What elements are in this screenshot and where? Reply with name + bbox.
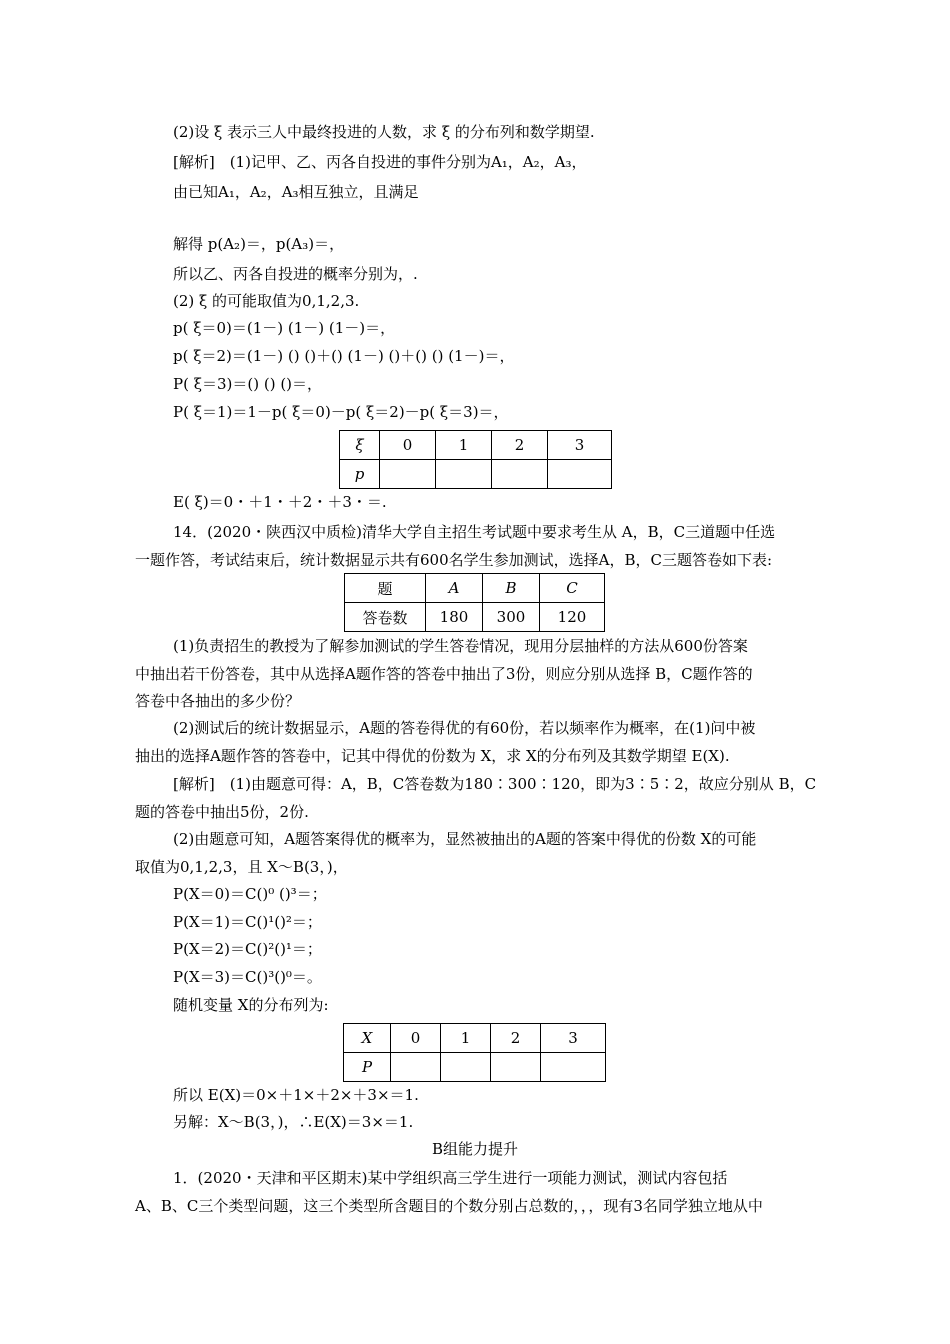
table-cell: 120 xyxy=(540,603,605,632)
solution-line: 取值为0,1,2,3，且 X～B(3，)， xyxy=(135,858,348,876)
question-part-2: 抽出的选择A题作答的答卷中，记其中得优的份数为 X，求 X的分布列及其数学期望 E(X). xyxy=(135,747,730,765)
solution-line: 由已知A₁，A₂，A₃相互独立，且满足 xyxy=(173,183,419,201)
table-cell: 0 xyxy=(391,1024,441,1053)
table-cell: 答卷数 xyxy=(345,603,426,632)
answer-count-table xyxy=(344,573,605,632)
table-cell: 2 xyxy=(491,1024,541,1053)
table-cell xyxy=(541,1053,606,1082)
table-cell: 题 xyxy=(345,574,426,603)
solution-line: [解析] (1)记甲、乙、丙各自投进的事件分别为A₁，A₂，A₃， xyxy=(173,153,587,171)
table-cell: 180 xyxy=(426,603,483,632)
table-cell: p xyxy=(340,460,380,489)
probability-line: P(X＝2)＝C()²()¹＝； xyxy=(173,940,322,958)
table-row xyxy=(345,603,605,632)
table-row xyxy=(344,1024,606,1053)
table-row xyxy=(340,431,612,460)
question-14-line: 一题作答，考试结束后，统计数据显示共有600名学生参加测试，选择A，B，C三题答卷如下表: xyxy=(135,551,773,569)
table-cell: 300 xyxy=(483,603,540,632)
question-part-1: 答卷中各抽出的多少份？ xyxy=(135,692,301,710)
distribution-table-xi xyxy=(339,430,612,489)
table-cell xyxy=(492,460,548,489)
expectation-line: 所以 E(X)＝0×＋1×＋2×＋3×＝1. xyxy=(173,1086,419,1104)
question-14-line: 14．(2020・陕西汉中质检)清华大学自主招生考试题中要求考生从 A，B，C三道题中任选 xyxy=(173,523,776,541)
table-cell xyxy=(436,460,492,489)
table-row xyxy=(340,460,612,489)
solution-line: 所以乙、丙各自投进的概率分别为，. xyxy=(173,265,418,283)
probability-line: P(X＝1)＝C()¹()²＝； xyxy=(173,913,322,931)
question-b1-line: A、B、C三个类型问题，这三个类型所含题目的个数分别占总数的，，，现有3名同学独立地从中 xyxy=(135,1197,763,1215)
section-heading: B组能力提升 xyxy=(431,1140,519,1158)
table-cell: A xyxy=(426,574,483,603)
solution-line: 题的答卷中抽出5份，2份. xyxy=(135,803,309,821)
table-cell: 1 xyxy=(436,431,492,460)
probability-line: P( ξ＝3)＝() () ()＝， xyxy=(173,375,323,393)
solution-line: (2)由题意可知，A题答案得优的概率为，显然被抽出的A题的答案中得优的份数 X的可能 xyxy=(173,830,757,848)
probability-line: p( ξ＝0)＝(1－) (1－) (1－)＝， xyxy=(173,319,396,337)
table-row xyxy=(344,1053,606,1082)
distribution-table-x xyxy=(343,1023,606,1082)
question-part-1: (1)负责招生的教授为了解参加测试的学生答卷情况，现用分层抽样的方法从600份答案 xyxy=(173,637,748,655)
table-cell: P xyxy=(344,1053,391,1082)
table-cell xyxy=(441,1053,491,1082)
table-row xyxy=(345,574,605,603)
probability-line: p( ξ＝2)＝(1－) () ()＋() (1－) ()＋() () (1－)＝， xyxy=(173,347,515,365)
table-cell xyxy=(380,460,436,489)
table-cell: ξ xyxy=(340,431,380,460)
table-cell xyxy=(491,1053,541,1082)
solution-line: (2) ξ 的可能取值为0,1,2,3. xyxy=(173,292,360,310)
expectation-line: E( ξ)＝0・＋1・＋2・＋3・＝. xyxy=(173,493,387,511)
table-cell: B xyxy=(483,574,540,603)
distribution-intro: 随机变量 X的分布列为: xyxy=(173,996,329,1014)
probability-line: P( ξ＝1)＝1－p( ξ＝0)－p( ξ＝2)－p( ξ＝3)＝， xyxy=(173,403,509,421)
solution-line: [解析] (1)由题意可得：A，B，C答卷数为180∶300∶120，即为3∶5∶2，故应分别从 B，C xyxy=(173,775,817,793)
table-cell: X xyxy=(344,1024,391,1053)
table-cell: C xyxy=(540,574,605,603)
table-cell: 1 xyxy=(441,1024,491,1053)
question-part-1: 中抽出若干份答卷，其中从选择A题作答的答卷中抽出了3份，则应分别从选择 B，C题作答的 xyxy=(135,665,753,683)
table-cell xyxy=(548,460,612,489)
solution-line: 解得 p(A₂)＝，p(A₃)＝， xyxy=(173,235,345,253)
probability-line: P(X＝3)＝C()³()⁰＝。 xyxy=(173,968,322,986)
question-part-2: (2)测试后的统计数据显示，A题的答卷得优的有60份，若以频率作为概率，在(1)问中被 xyxy=(173,719,756,737)
table-cell: 3 xyxy=(541,1024,606,1053)
table-cell xyxy=(391,1053,441,1082)
probability-line: P(X＝0)＝C()⁰ ()³＝； xyxy=(173,885,327,903)
question-b1-line: 1．(2020・天津和平区期末)某中学组织高三学生进行一项能力测试，测试内容包括 xyxy=(173,1169,728,1187)
question-part-2: (2)设 ξ 表示三人中最终投进的人数，求 ξ 的分布列和数学期望. xyxy=(173,123,595,141)
table-cell: 0 xyxy=(380,431,436,460)
table-cell: 3 xyxy=(548,431,612,460)
table-cell: 2 xyxy=(492,431,548,460)
alternative-solution: 另解：X～B(3，)，∴E(X)＝3×＝1. xyxy=(173,1113,414,1131)
